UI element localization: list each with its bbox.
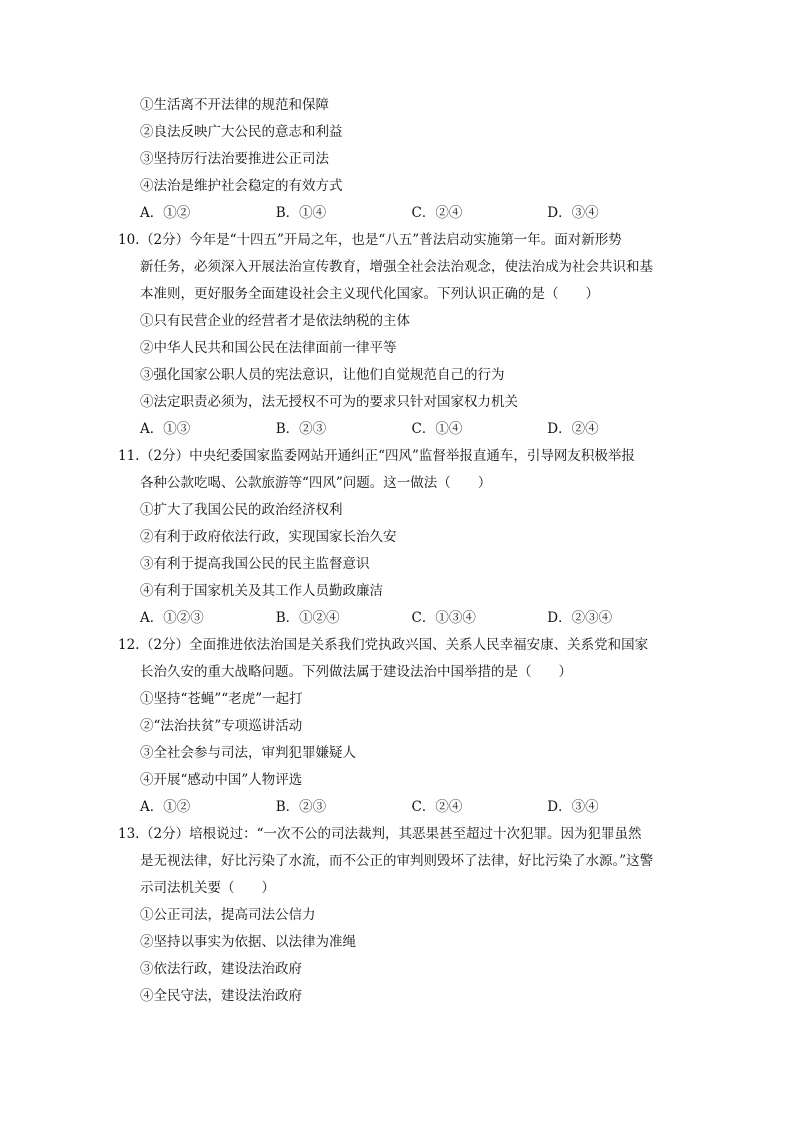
option-line: ①生活离不开法律的规范和保障 [140, 97, 329, 113]
option-line: ②良法反映广大公民的意志和利益 [140, 124, 343, 140]
choice-a: A．①③ [140, 421, 191, 437]
option-line: ②有利于政府依法行政，实现国家长治久安 [140, 529, 397, 545]
option-line: ②坚持以事实为依据、以法律为准绳 [140, 934, 356, 950]
choice-b: B．②③ [275, 799, 327, 815]
option-line: ④全民守法，建设法治政府 [140, 988, 302, 1004]
option-line: ④法治是维护社会稳定的有效方式 [140, 178, 343, 194]
question-10 [118, 227, 683, 443]
option-line: ①坚持“苍蝇”“老虎”一起打 [140, 691, 303, 707]
option-line: ①公正司法，提高司法公信力 [140, 907, 316, 923]
option-line: ③全社会参与司法，审判犯罪嫌疑人 [140, 745, 356, 761]
question-stem-line: （2分）全面推进依法治国是关系我们党执政兴国、关系人民幸福安康、关系党和国家 [140, 637, 649, 653]
option-line: ③坚持厉行法治要推进公正司法 [140, 151, 329, 167]
choice-b: B．①④ [275, 205, 327, 221]
question-number: 13. [118, 826, 140, 842]
question-stem-first-line [118, 632, 683, 659]
choice-a: A．①② [140, 799, 191, 815]
question-stem-first-line [118, 821, 683, 848]
question-stem-line: 新任务，必须深入开展法治宣传教育，增强全社会法治观念，使法治成为社会共识和基 [140, 259, 653, 275]
pre-question-block [118, 92, 683, 227]
choice-a: A．①②③ [140, 610, 204, 626]
choice-row [118, 794, 683, 821]
question-12 [118, 632, 683, 821]
question-11 [118, 443, 683, 632]
option-line: ③依法行政，建设法治政府 [140, 961, 302, 977]
choice-row [118, 605, 683, 632]
question-stem-line: （2分）今年是“十四五”开局之年，也是“八五”普法启动实施第一年。面对新形势 [140, 232, 622, 248]
choice-a: A．①② [140, 205, 191, 221]
option-line: ③强化国家公职人员的宪法意识，让他们自觉规范自己的行为 [140, 367, 505, 383]
choice-row [118, 200, 683, 227]
question-stem-first-line [118, 227, 683, 254]
option-line: ②中华人民共和国公民在法律面前一律平等 [140, 340, 397, 356]
question-stem-line: 是无视法律，好比污染了水流，而不公正的审判则毁坏了法律，好比污染了水源。”这警 [140, 853, 654, 869]
page-content [118, 92, 683, 1010]
question-number: 11. [118, 448, 140, 464]
choice-c: C．①③④ [411, 610, 476, 626]
choice-c: C．②④ [411, 799, 463, 815]
option-line: ④开展“感动中国”人物评选 [140, 772, 303, 788]
option-line: ③有利于提高我国公民的民主监督意识 [140, 556, 370, 572]
question-stem-line: （2分）中央纪委国家监委网站开通纠正“四风”监督举报直通车，引导网友积极举报 [140, 448, 635, 464]
question-stem-line: 本准则，更好服务全面建设社会主义现代化国家。下列认识正确的是（ ） [140, 286, 599, 302]
question-number: 10. [118, 232, 140, 248]
choice-b: B．①②④ [275, 610, 340, 626]
choice-d: D．③④ [547, 799, 599, 815]
question-stem-line: 长治久安的重大战略问题。下列做法属于建设法治中国举措的是（ ） [140, 664, 572, 680]
option-line: ④法定职责必须为，法无授权不可为的要求只针对国家权力机关 [140, 394, 518, 410]
option-line: ②“法治扶贫”专项巡讲活动 [140, 718, 303, 734]
choice-row [118, 416, 683, 443]
question-stem-line: 各种公款吃喝、公款旅游等“四风”问题。这一做法（ ） [140, 475, 492, 491]
question-stem-first-line [118, 443, 683, 470]
question-stem-line: （2分）培根说过：“一次不公的司法裁判，其恶果甚至超过十次犯罪。因为犯罪虽然 [140, 826, 642, 842]
option-line: ④有利于国家机关及其工作人员勤政廉洁 [140, 583, 383, 599]
choice-c: C．②④ [411, 205, 463, 221]
choice-d: D．②③④ [547, 610, 613, 626]
option-line: ①扩大了我国公民的政治经济权利 [140, 502, 343, 518]
option-line: ①只有民营企业的经营者才是依法纳税的主体 [140, 313, 410, 329]
question-13 [118, 821, 683, 1010]
choice-b: B．②③ [275, 421, 327, 437]
question-number: 12. [118, 637, 140, 653]
choice-d: D．②④ [547, 421, 599, 437]
choice-d: D．③④ [547, 205, 599, 221]
choice-c: C．①④ [411, 421, 463, 437]
question-stem-line: 示司法机关要（ ） [140, 880, 275, 896]
